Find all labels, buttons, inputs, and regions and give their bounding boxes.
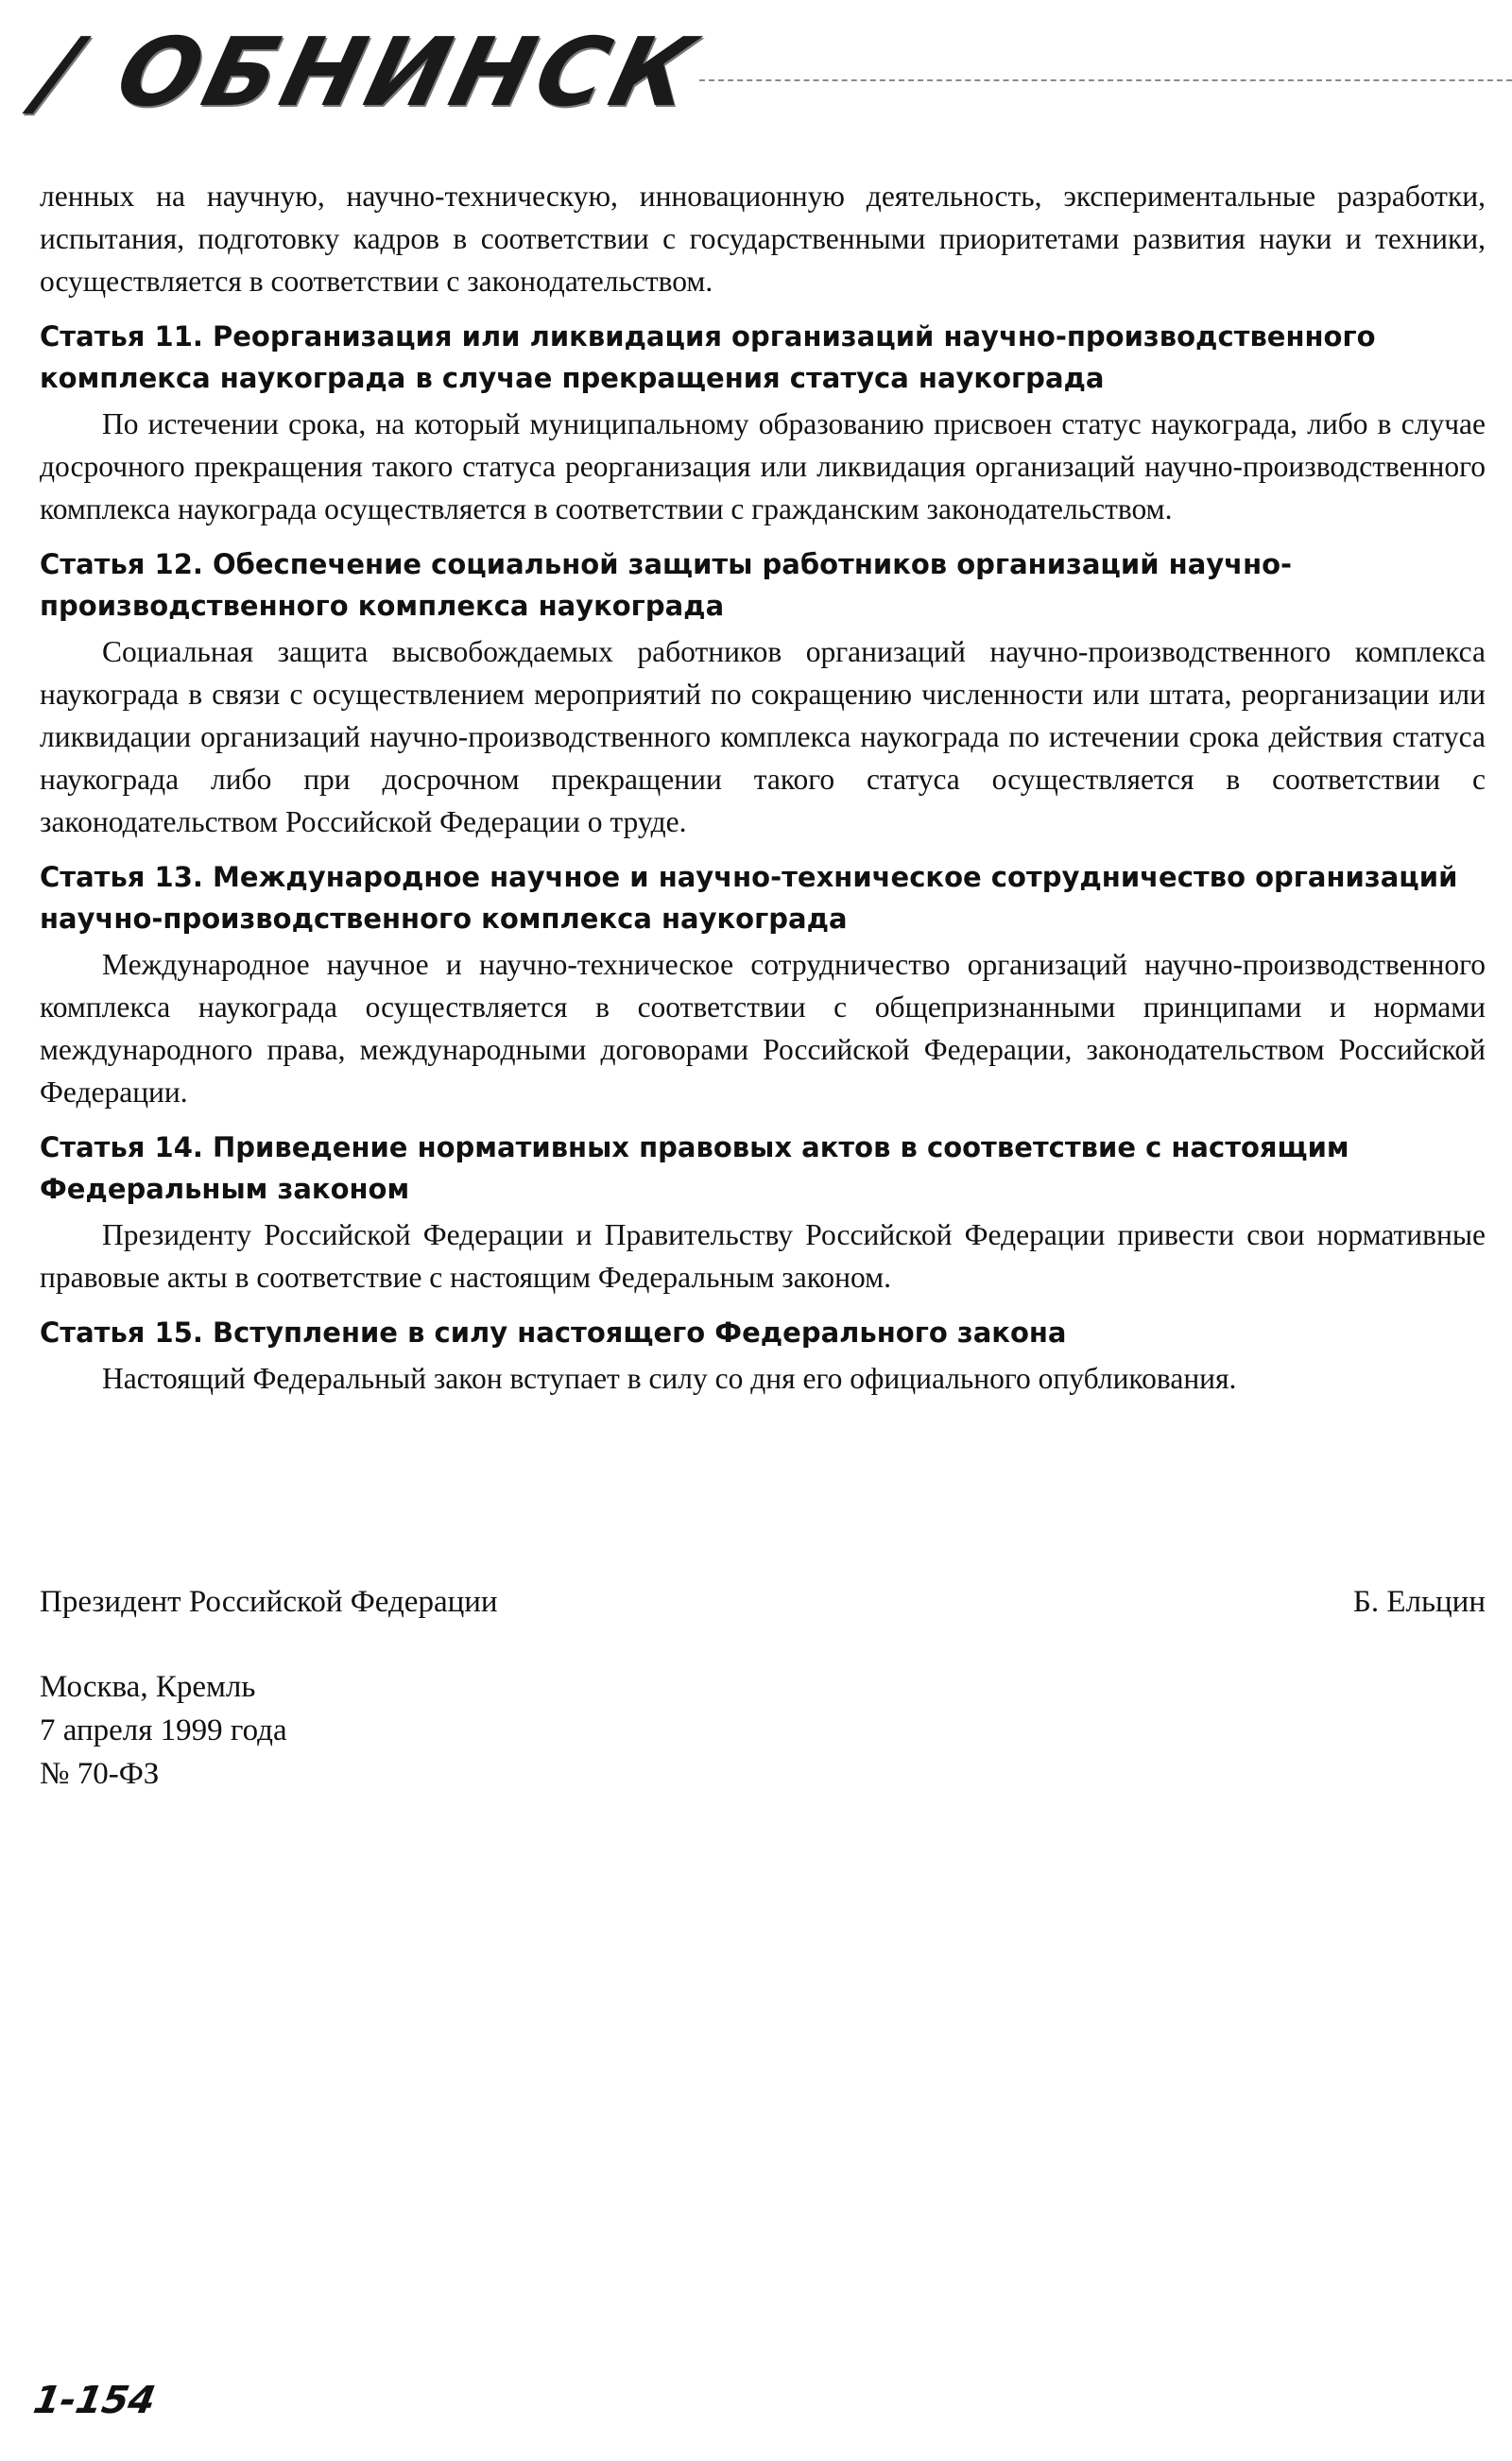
place-city: Москва, Кремль bbox=[40, 1670, 256, 1704]
law-number: № 70-ФЗ bbox=[40, 1757, 160, 1791]
article-13-text: Международное научное и научно-техническое сотрудничество организаций научно-производственного комплекса наукограда осуществляется в соответствии с общепризнанными принципами и нормами международного права, международными договорами Российской Федерации, законодательством Российской Федерации. bbox=[40, 948, 1486, 1109]
header-city-name: ОБНИНСК bbox=[106, 17, 711, 128]
article-12-heading: Статья 12. Обеспечение социальной защиты работников организаций научно-производственного комплекса наукограда bbox=[40, 548, 1293, 622]
header-mark: / bbox=[27, 17, 95, 128]
header-title bbox=[27, 17, 711, 128]
page-number: 1-154 bbox=[29, 2379, 159, 2422]
article-14-heading: Статья 14. Приведение нормативных правовых актов в соответствие с настоящим Федеральным законом bbox=[40, 1131, 1349, 1205]
article-12-text: Социальная защита высвобождаемых работников организаций научно-производственного комплекса наукограда в связи с осуществлением мероприятий по сокращению численности или штата, реорганизации или ликвидации организаций научно-производственного комплекса наукограда по истечении срока действия статуса наукограда либо при досрочном прекращении такого статуса осуществляется в соответствии с законодательством Российской Федерации о труде. bbox=[40, 635, 1486, 838]
article-14-text: Президенту Российской Федерации и Правительству Российской Федерации привести свои нормативные правовые акты в соответствие с настоящим Федеральным законом. bbox=[40, 1218, 1486, 1294]
article-13-heading: Статья 13. Международное научное и научно-техническое сотрудничество организаций научно-производственного комплекса наукограда bbox=[40, 861, 1458, 935]
page-header bbox=[27, 17, 1484, 128]
document-body bbox=[40, 175, 1486, 1400]
signatory-position: Президент Российской Федерации bbox=[40, 1585, 498, 1619]
article-15-heading: Статья 15. Вступление в силу настоящего Федерального закона bbox=[40, 1317, 1067, 1349]
intro-paragraph: ленных на научную, научно-техническую, инновационную деятельность, экспериментальные разработки, испытания, подготовку кадров в соответствии с государственными приоритетами развития науки и техники, осуществляется в соответствии с законодательством. bbox=[40, 180, 1486, 298]
signatory-name: Б. Ельцин bbox=[1352, 1585, 1486, 1619]
signature-row bbox=[40, 1578, 1486, 1626]
place-date-block bbox=[40, 1665, 287, 1796]
article-11-text: По истечении срока, на который муниципальному образованию присвоен статус наукограда, либо в случае досрочного прекращения такого статуса реорганизация или ликвидация организаций научно-производственного комплекса наукограда осуществляется в соответствии с гражданским законодательством. bbox=[40, 407, 1486, 525]
header-dashed-rule bbox=[699, 79, 1512, 81]
law-date: 7 апреля 1999 года bbox=[40, 1713, 287, 1747]
article-11-heading: Статья 11. Реорганизация или ликвидация организаций научно-производственного комплекса наукограда в случае прекращения статуса наукограда bbox=[40, 320, 1376, 394]
article-15-text: Настоящий Федеральный закон вступает в силу со дня его официального опубликования. bbox=[102, 1362, 1237, 1395]
